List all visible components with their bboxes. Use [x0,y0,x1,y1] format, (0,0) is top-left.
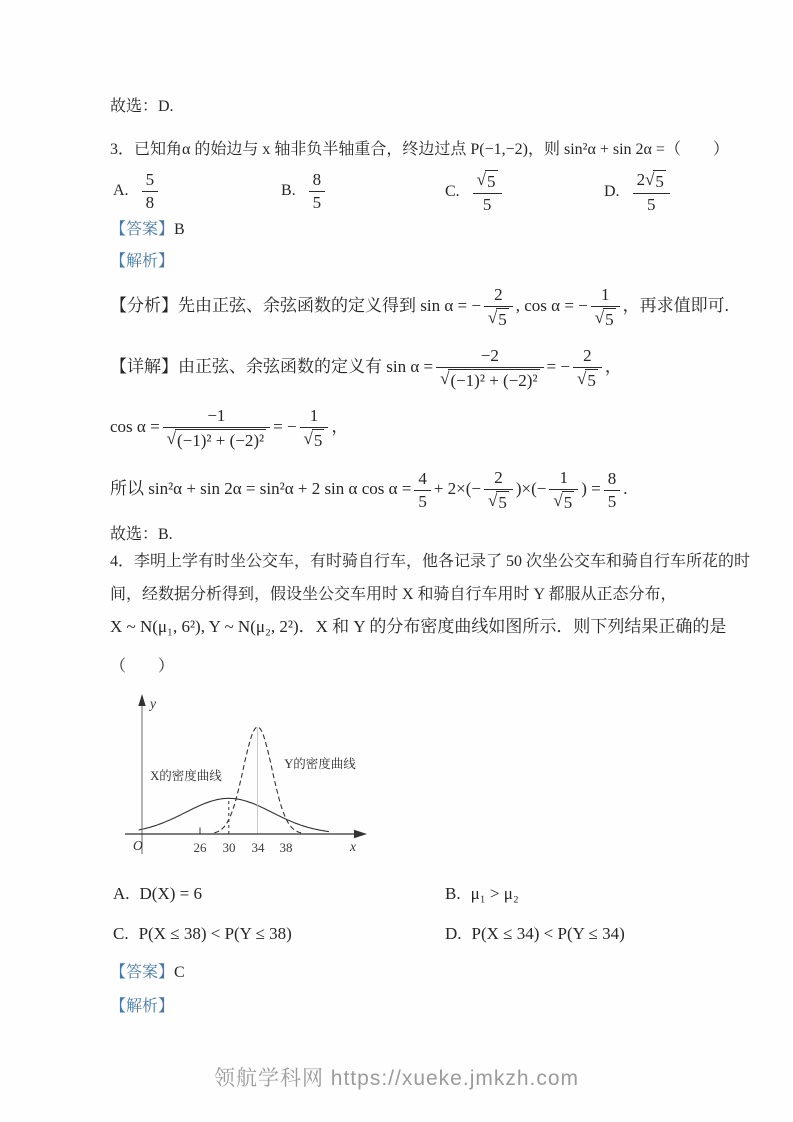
q4-option-b: B. μ₁ > μ₂ [445,884,519,903]
y-curve-label: Y的密度曲线 [284,757,356,771]
q3-answer-value: B [174,221,185,238]
option-c-fraction: √ 5 5 [473,170,502,214]
option-d-fraction: 2 √ 5 5 [633,170,670,214]
x-curve-label: X的密度曲线 [150,769,222,783]
fraction: $\frac{4}{5}$ [414,469,431,511]
option-d-label: D. [604,183,620,201]
fraction: −1 √ (−1)² + (−2)² [163,406,270,450]
prev-question-conclusion: 故选：D. [110,98,174,115]
question-4-stem-line2: 间，经数据分析得到，假设坐公交车用时 X 和骑自行车用时 Y 都服从正态分布， [110,586,677,603]
question-3-stem: 3．已知角α 的始边与 x 轴非负半轴重合，终边过点 P(−1,−2)，则 sin²α + sin 2α =（ ） [110,141,729,158]
answer-tag: 【答案】 [110,964,175,981]
q3-therefore-line: 所以 sin²α + sin 2α = sin²α + 2 sin α cos α = $\frac{4}{5}$ + 2×(− 2 √ 5 )×(− 1 √ 5 ) = $\frac{8}{5}$ . [110,468,628,512]
y-axis-label: y [150,696,156,711]
fraction: 1 √ 5 [591,285,620,329]
q4-analysis-tag: 【解析】 [110,998,175,1015]
fraction: −2 √ (−1)² + (−2)² [436,346,543,390]
fraction: 2 √ 5 [484,468,513,512]
fraction: 1 √ 5 [300,406,329,450]
fraction: 1 √ 5 [549,468,578,512]
x-tick-34: 34 [251,840,265,855]
sqrt-radical: √ 5 [645,170,664,191]
fraction: 2 √ 5 [484,285,513,329]
q3-option-a [113,170,161,212]
x-tick-38: 38 [279,840,293,855]
distribution-chart [122,692,382,872]
sqrt-radical: √ 5 [476,170,496,191]
q4-answer-value: C [174,964,185,981]
x-axis-arrow-icon [354,830,367,838]
density-curve-Y [214,727,303,833]
option-c-text: P(X ≤ 38) < P(Y ≤ 38) [138,924,292,943]
option-a-label: A. [113,182,129,200]
site-watermark: 领航学科网 https://xueke.jmkzh.com [213,1067,580,1090]
x-tick-26: 26 [193,840,207,855]
q3-detail-line: 【详解】由正弦、余弦函数的定义有 sin α = −2 √ (−1)² + (−2)² = − 2 √ 5 ， [110,346,622,390]
option-b-label: B. [281,182,296,200]
q3-cos-line: cos α = −1 √ (−1)² + (−2)² = − 1 √ 5 ， [110,406,349,450]
answer-tag: 【答案】 [110,221,175,238]
x-tick-30: 30 [222,840,236,855]
q3-analysis-tag: 【解析】 [110,253,175,270]
q3-option-d [604,170,673,214]
q3-answer-line [110,219,185,241]
fraction: $\frac{8}{5}$ [604,469,621,511]
q4-option-a: A. D(X) = 6 [113,884,202,903]
question-4-stem-line4: （ ） [110,658,175,675]
option-b-fraction: $\frac{8}{5}$ [309,170,326,212]
q3-option-c [445,170,505,214]
q3-option-b [281,170,328,212]
origin-label: O [133,838,143,853]
option-a-text: D(X) = 6 [139,884,202,903]
density-curves-figure [122,692,382,872]
q4-answer-line [110,962,185,984]
q3-conclusion: 故选：B. [110,526,173,543]
question-4-stem-line1: 4．李明上学有时坐公交车，有时骑自行车，他各记录了 50 次坐公交车和骑自行车所花的时 [110,553,751,570]
option-b-text: μ₁ > μ₂ [470,884,519,903]
option-a-fraction: $\frac{5}{8}$ [142,170,159,212]
x-axis-label: x [350,839,356,854]
option-c-label: C. [445,183,460,201]
q4-option-c: C. P(X ≤ 38) < P(Y ≤ 38) [113,924,292,943]
fraction: 2 √ 5 [573,346,602,390]
q4-option-d: D. P(X ≤ 34) < P(Y ≤ 34) [445,924,625,943]
option-d-text: P(X ≤ 34) < P(Y ≤ 34) [471,924,625,943]
q3-analysis-line: 【分析】先由正弦、余弦函数的定义得到 sin α = − 2 √ 5 , cos α = − 1 √ 5 ，再求值即可. [110,285,729,329]
density-curve-X [139,798,329,831]
question-4-stem-line3: X ~ N(μ₁, 6²), Y ~ N(μ₂, 2²)．X 和 Y 的分布密度曲线如图所示．则下列结果正确的是 [110,617,727,636]
y-axis-arrow-icon [138,694,145,706]
